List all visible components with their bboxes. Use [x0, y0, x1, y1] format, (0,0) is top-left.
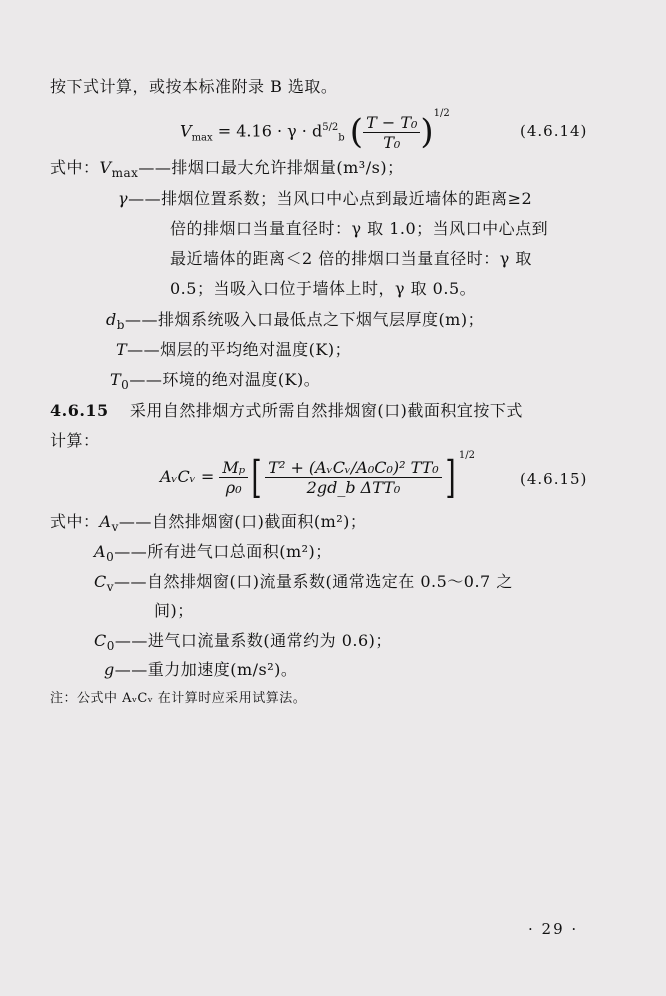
defs1-dash: ——: [127, 340, 161, 359]
defs2-text: 进气口流量系数(通常约为 0.6)；: [147, 631, 392, 650]
defs1-row-3: 最近墙体的距离＜2 倍的排烟口当量直径时：γ 取: [170, 249, 532, 268]
defs2-symbol: g: [104, 660, 115, 679]
defs2-row-3: 间)；: [154, 601, 194, 620]
defs1-dash: ——: [124, 310, 158, 329]
defs2-row-0: [50, 511, 366, 533]
defs2-symbol: A: [99, 512, 112, 531]
defs1-row-1: [118, 188, 532, 210]
defs2-dash: ——: [118, 512, 152, 531]
defs2-symbol-sub: v: [111, 520, 119, 535]
defs1-row-5: [106, 309, 484, 331]
eq1-denominator: T₀: [383, 132, 401, 152]
defs2-row-1: [94, 541, 332, 563]
defs2-row-4: [94, 630, 392, 652]
defs2-dash: ——: [114, 660, 148, 679]
defs2-text: 所有进气口总面积(m²)；: [147, 542, 332, 561]
equation-4-6-14: [180, 108, 450, 152]
defs1-row-6: [116, 339, 351, 361]
eq2-numerator: T² + (AᵥCᵥ/A₀C₀)² TT₀: [265, 458, 441, 478]
defs2-lead: 式中：: [50, 512, 100, 531]
eq2-coef-numerator: Mₚ: [219, 458, 248, 478]
eq1-exponent: 1/2: [433, 108, 450, 120]
eq2-number: (4.6.15): [520, 470, 588, 488]
eq2-denominator: 2gd_b ΔTT₀: [306, 478, 401, 497]
eq1-numerator: T − T₀: [363, 113, 420, 133]
defs1-symbol: d: [106, 310, 117, 329]
eq1-number: (4.6.14): [520, 122, 588, 140]
defs1-dash: ——: [128, 189, 162, 208]
clause-4-6-15: [50, 400, 523, 422]
defs1-symbol-sub: max: [111, 166, 139, 181]
clause-number: 4.6.15: [50, 401, 109, 420]
eq2-lhs: AᵥCᵥ: [160, 467, 196, 486]
eq1-fraction: [363, 113, 420, 152]
defs2-dash: ——: [114, 631, 148, 650]
defs2-text: 重力加速度(m/s²)。: [147, 660, 298, 679]
defs1-symbol: T: [116, 340, 128, 359]
eq2-left-bracket: [: [251, 452, 262, 503]
defs1-symbol: T: [110, 370, 122, 389]
defs1-row-4: 0.5；当吸入口位于墙体上时，γ 取 0.5。: [170, 279, 477, 298]
defs1-text: 排烟位置系数；当风口中心点到最近墙体的距离≥2: [161, 189, 533, 208]
defs2-symbol: C: [94, 631, 107, 650]
intro-text: 按下式计算，或按本标准附录 B 选取。: [50, 77, 338, 96]
defs1-text: 烟层的平均绝对温度(K)；: [160, 340, 352, 359]
defs2-text: 自然排烟窗(口)流量系数(通常选定在 0.5～0.7 之: [147, 572, 513, 591]
eq2-right-bracket: ]: [445, 452, 456, 503]
clause-text-1: 采用自然排烟方式所需自然排烟窗(口)截面积宜按下式: [129, 401, 523, 420]
clause-text-2: 计算：: [50, 431, 100, 450]
defs2-dash: ——: [114, 572, 148, 591]
defs1-dash: ——: [129, 370, 163, 389]
eq1-d-sup: 5/2: [322, 122, 339, 134]
defs2-text: 自然排烟窗(口)截面积(m²)；: [151, 512, 367, 531]
defs2-symbol-sub: 0: [106, 639, 115, 654]
eq2-equals: =: [200, 467, 215, 486]
defs1-symbol: γ: [118, 189, 129, 208]
eq2-coef-denominator: ρ₀: [225, 478, 242, 497]
defs2-row-2: [94, 571, 513, 593]
eq1-d-sub: b: [338, 132, 345, 144]
eq1-lhs-sub: max: [191, 132, 213, 144]
defs2-symbol: C: [94, 572, 107, 591]
page-number: · 29 ·: [528, 920, 579, 938]
eq1-lhs: V: [180, 121, 192, 141]
eq1-right-paren: ): [420, 112, 434, 152]
defs1-symbol-sub: b: [116, 318, 125, 333]
defs1-lead: 式中：: [50, 158, 100, 177]
eq2-exponent: 1/2: [458, 449, 475, 461]
defs1-dash: ——: [138, 158, 172, 177]
defs2-symbol-sub: 0: [106, 550, 115, 565]
equation-4-6-15: [160, 449, 475, 503]
defs1-symbol-sub: 0: [121, 378, 130, 393]
defs1-text: 排烟系统吸入口最低点之下烟气层厚度(m)；: [157, 310, 485, 329]
eq2-fraction: [265, 458, 441, 497]
defs2-row-5: [104, 659, 297, 681]
defs1-row-2: 倍的排烟口当量直径时：γ 取 1.0；当风口中心点到: [170, 219, 549, 238]
defs1-text: 排烟口最大允许排烟量(m³/s)；: [171, 158, 404, 177]
defs1-symbol: V: [99, 158, 112, 177]
defs1-text: 环境的绝对温度(K)。: [162, 370, 321, 389]
defs2-symbol-sub: v: [106, 580, 115, 595]
eq1-rhs-start: 4.16 · γ · d: [236, 121, 323, 141]
defs1-row-7: [110, 369, 320, 391]
eq2-coef-fraction: [219, 458, 248, 497]
defs1-row-0: [50, 157, 404, 179]
defs2-dash: ——: [114, 542, 148, 561]
eq1-left-paren: (: [349, 112, 364, 152]
defs2-symbol: A: [94, 542, 107, 561]
formula-note: 注：公式中 AᵥCᵥ 在计算时应采用试算法。: [50, 691, 307, 706]
eq1-equals: =: [217, 121, 232, 141]
